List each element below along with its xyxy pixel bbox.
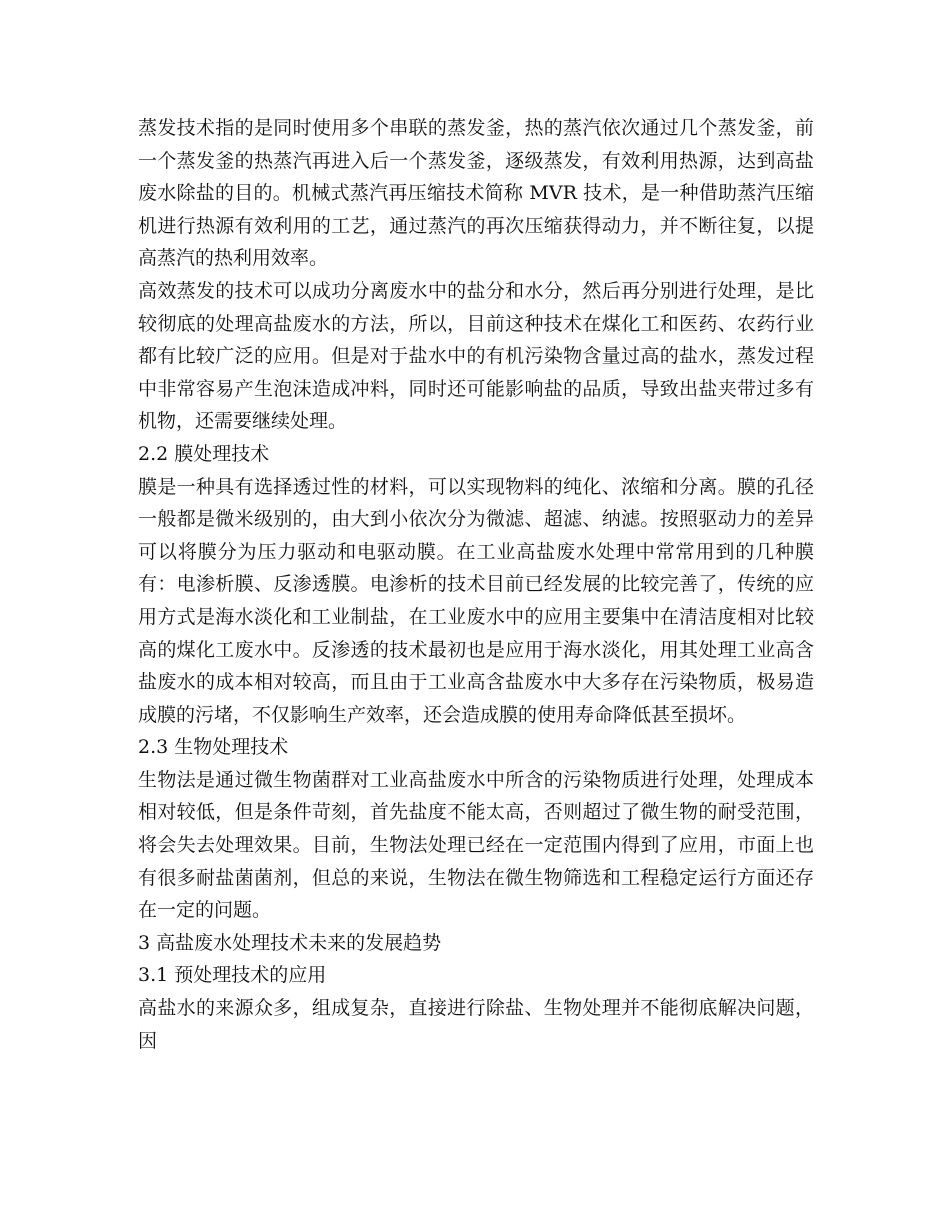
document-body: [138, 112, 814, 1057]
section-heading-pretreatment: 3.1 预处理技术的应用: [138, 964, 327, 987]
paragraph-biological: 生物法是通过微生物菌群对工业高盐废水中所含的污染物质进行处理，处理成本相对较低，但是条件苛刻，首先盐度不能太高，否则超过了微生物的耐受范围，将会失去处理效果。目前，生物法处理已经在一定范围内得到了应用，市面上也有很多耐盐菌菌剂，但总的来说，生物法在微生物筛选和工程稳定运行方面还存在一定的问题。: [138, 768, 814, 922]
paragraph-evaporation-application: 高效蒸发的技术可以成功分离废水中的盐分和水分，然后再分别进行处理，是比较彻底的处理高盐废水的方法，所以，目前这种技术在煤化工和医药、农药行业都有比较广泛的应用。但是对于盐水中的有机污染物含量过高的盐水，蒸发过程中非常容易产生泡沫造成冲料，同时还可能影响盐的品质，导致出盐夹带过多有机物，还需要继续处理。: [138, 279, 814, 433]
section-heading-biological: 2.3 生物处理技术: [138, 736, 289, 759]
paragraph-pretreatment: 高盐水的来源众多，组成复杂，直接进行除盐、生物处理并不能彻底解决问题，因: [138, 997, 814, 1052]
paragraph-membrane: 膜是一种具有选择透过性的材料，可以实现物料的纯化、浓缩和分离。膜的孔径一般都是微米级别的，由大到小依次分为微滤、超滤、纳滤。按照驱动力的差异可以将膜分为压力驱动和电驱动膜。在工业高盐废水处理中常常用到的几种膜有：电渗析膜、反渗透膜。电渗析的技术目前已经发展的比较完善了，传统的应用方式是海水淡化和工业制盐，在工业废水中的应用主要集中在清洁度相对比较高的煤化工废水中。反渗透的技术最初也是应用于海水淡化，用其处理工业高含盐废水的成本相对较高，而且由于工业高含盐废水中大多存在污染物质，极易造成膜的污堵，不仅影响生产效率，还会造成膜的使用寿命降低甚至损坏。: [138, 475, 814, 726]
chapter-heading-future-trends: 3 高盐废水处理技术未来的发展趋势: [138, 931, 442, 954]
section-heading-membrane: 2.2 膜处理技术: [138, 442, 270, 465]
paragraph-evaporation-intro: 蒸发技术指的是同时使用多个串联的蒸发釜，热的蒸汽依次通过几个蒸发釜，前一个蒸发釜的热蒸汽再进入后一个蒸发釜，逐级蒸发，有效利用热源，达到高盐废水除盐的目的。机械式蒸汽再压缩技术简称 MVR 技术，是一种借助蒸汽压缩机进行热源有效利用的工艺，通过蒸汽的再次压缩获得动力，并不断往复，以提高蒸汽的热利用效率。: [138, 117, 814, 270]
